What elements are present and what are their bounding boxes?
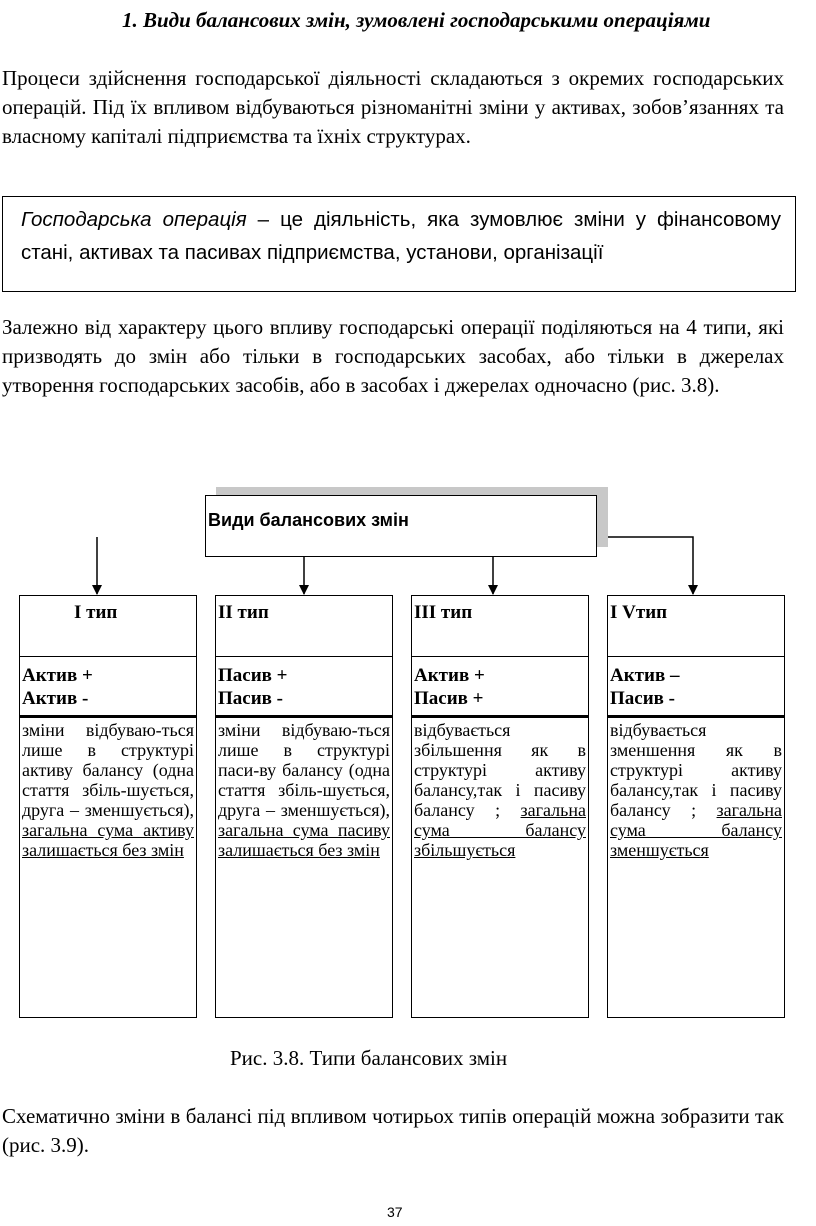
type-1-signs bbox=[22, 664, 93, 710]
sign-line: Пасив - bbox=[610, 688, 675, 709]
desc-conclusion: загальна сума балансу зменшується bbox=[610, 800, 782, 860]
type-4-signs bbox=[610, 664, 679, 710]
type-4-description bbox=[610, 720, 782, 860]
sign-line: Пасив - bbox=[218, 688, 283, 709]
type-3-signs bbox=[414, 664, 485, 710]
divider-thick bbox=[20, 715, 196, 718]
type-2-description bbox=[218, 720, 390, 860]
sign-line: Актив – bbox=[610, 665, 680, 686]
desc-text: зміни відбуваю-ться лише в структурі активу балансу (одна стаття збіль-шується, друга – зменшується), bbox=[22, 720, 194, 820]
desc-text: відбувається зменшення як в структурі активу балансу,так і пасиву балансу ; bbox=[610, 720, 782, 820]
closing-paragraph: Схематично зміни в балансі під впливом чотирьох типів операцій можна зобразити так (рис. 3.9). bbox=[2, 1104, 784, 1157]
desc-conclusion: загальна сума балансу збільшується bbox=[414, 800, 586, 860]
divider bbox=[216, 656, 392, 657]
desc-text: зміни відбуваю-ться лише в структурі паси-ву балансу (одна стаття збіль-шується, друга – зменшується), bbox=[218, 720, 390, 820]
divider bbox=[20, 656, 196, 657]
types-paragraph: Залежно від характеру цього впливу господарські операції поділяються на 4 типи, які призводять до змін або тільки в господарських засобах, або тільки в джерелах утворення господарських засобів, або в засобах і джерелах одночасно (рис. 3.8). bbox=[2, 315, 784, 397]
section-heading: 1. Види балансових змін, зумовлені господарськими операціями bbox=[122, 8, 711, 32]
definition-text: – це діяльність, яка зумовлює зміни у фінансовому стані, активах та пасивах підприємства, установи, організації bbox=[21, 208, 781, 264]
connector-type-4 bbox=[597, 537, 693, 594]
type-3-title: ІІІ тип bbox=[414, 602, 473, 623]
divider bbox=[412, 656, 588, 657]
divider-thick bbox=[412, 715, 588, 718]
type-1-description bbox=[22, 720, 194, 860]
sign-line: Актив + bbox=[414, 665, 485, 686]
divider-thick bbox=[216, 715, 392, 718]
type-2-signs bbox=[218, 664, 288, 710]
type-3-description bbox=[414, 720, 586, 860]
root-box bbox=[205, 495, 597, 557]
desc-conclusion: загальна сума активу залишається без змін bbox=[22, 820, 194, 860]
page-number: 37 bbox=[387, 1204, 403, 1220]
type-1-title: І тип bbox=[74, 602, 118, 623]
sign-line: Пасив + bbox=[414, 688, 484, 709]
type-4-box bbox=[607, 595, 785, 1018]
intro-paragraph: Процеси здійснення господарської діяльності складаються з окремих господарських операцій. Під їх впливом відбуваються різноманітні зміни у активах, зобов’язаннях та власному капіталі підприємства та їхніх структурах. bbox=[2, 66, 784, 148]
desc-text: відбувається збільшення як в структурі активу балансу,так і пасиву балансу ; bbox=[414, 720, 586, 820]
divider bbox=[608, 656, 784, 657]
type-4-title: І Vтип bbox=[610, 602, 668, 623]
sign-line: Актив + bbox=[22, 665, 93, 686]
desc-conclusion: загальна сума пасиву залишається без змін bbox=[218, 820, 390, 860]
type-3-box bbox=[411, 595, 589, 1018]
divider-thick bbox=[608, 715, 784, 718]
figure-caption: Рис. 3.8. Типи балансових змін bbox=[230, 1046, 508, 1070]
type-2-title: ІІ тип bbox=[218, 602, 269, 623]
root-box-label: Види балансових змін bbox=[208, 510, 409, 530]
sign-line: Актив - bbox=[22, 688, 89, 709]
type-2-box bbox=[215, 595, 393, 1018]
sign-line: Пасив + bbox=[218, 665, 288, 686]
type-1-box bbox=[19, 595, 197, 1018]
definition-term: Господарська операція bbox=[21, 208, 247, 231]
